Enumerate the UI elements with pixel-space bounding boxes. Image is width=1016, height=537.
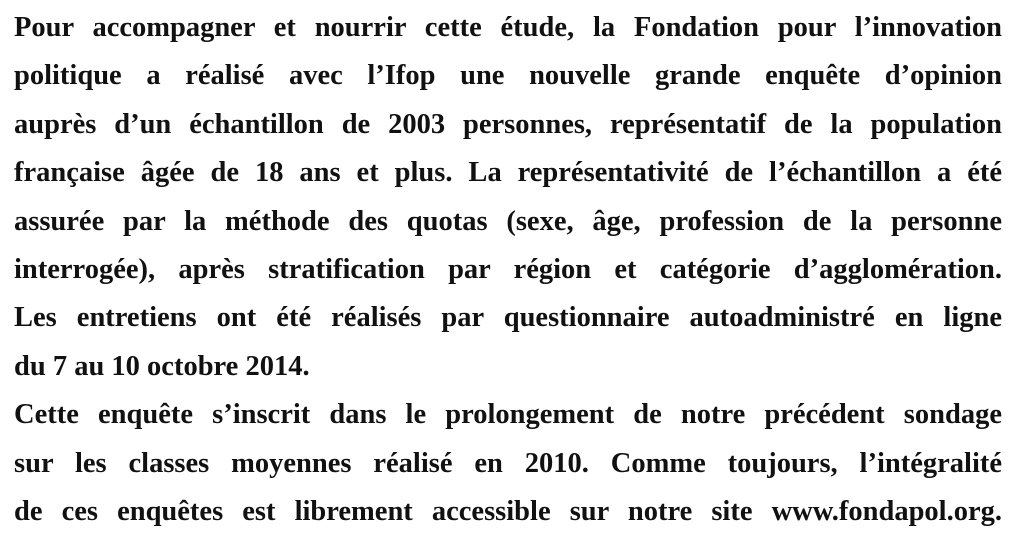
paragraph-survey-method: [14, 4, 1002, 391]
document-body: [14, 4, 1002, 536]
text-line: interrogée), après stratification par région et catégorie d’agglomération.: [14, 254, 1002, 286]
text-line: assurée par la méthode des quotas (sexe, âge, profession de la personne: [14, 205, 1002, 237]
text-line: Pour accompagner et nourrir cette étude, la Fondation pour l’innovation: [14, 12, 1002, 43]
text-line: politique a réalisé avec l’Ifop une nouvelle grande enquête d’opinion: [14, 60, 1002, 92]
text-line: du 7 au 10 octobre 2014.: [14, 350, 310, 382]
text-line: auprès d’un échantillon de 2003 personnes, représentatif de la population: [14, 108, 1002, 140]
text-line: française âgée de 18 ans et plus. La représentativité de l’échantillon a été: [14, 157, 1002, 189]
text-line: Cette enquête s’inscrit dans le prolongement de notre précédent sondage: [14, 399, 1002, 431]
paragraph-survey-context: [14, 391, 1002, 536]
text-line: de ces enquêtes est librement accessible sur notre site www.fondapol.org.: [14, 496, 1002, 528]
text-line: Les entretiens ont été réalisés par questionnaire autoadministré en ligne: [14, 302, 1002, 334]
text-line: sur les classes moyennes réalisé en 2010. Comme toujours, l’intégralité: [14, 447, 1002, 479]
